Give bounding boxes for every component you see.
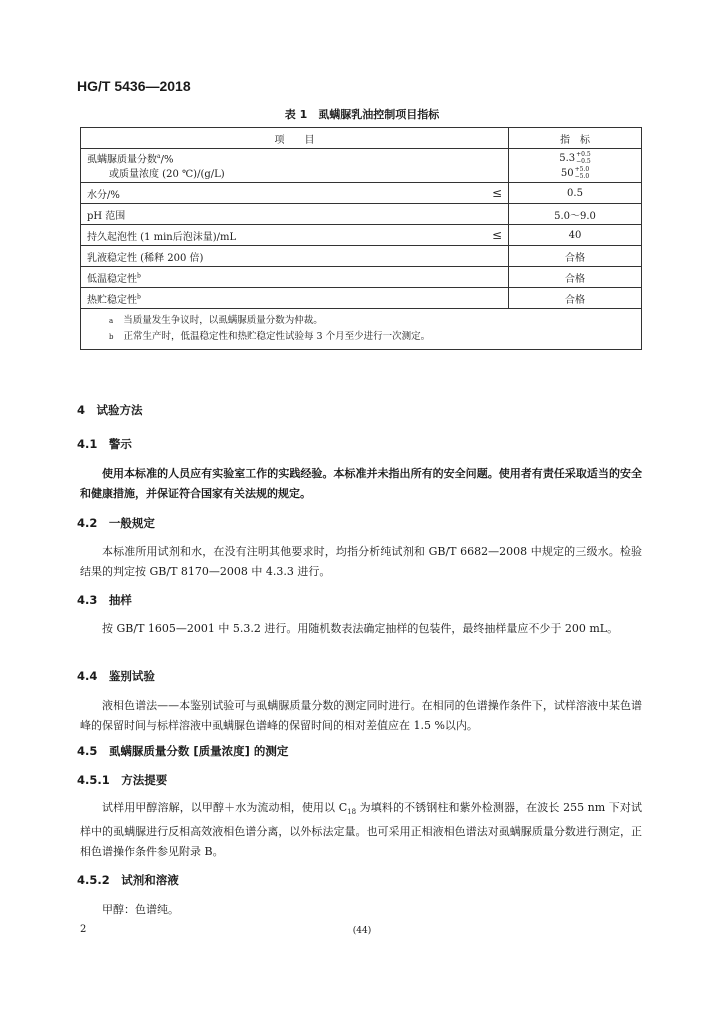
table-note: $^a$ 当质量发生争议时，以虱螨脲质量分数为仲裁。 (109, 315, 323, 327)
table-row (81, 204, 642, 225)
item-cell: pH 范围 (81, 204, 509, 225)
spec-table (80, 127, 642, 350)
table-row (81, 246, 642, 267)
table-row (81, 225, 642, 246)
table-row (81, 288, 642, 309)
table-notes (81, 309, 642, 350)
section-heading: 4.2 一般规定 (77, 516, 155, 530)
value-cell: 合格 (509, 267, 642, 288)
value-cell: 40 (509, 225, 642, 246)
value-cell: 5.3+0.5 −0.5 50+5.0 −5.0 (509, 149, 642, 183)
paragraph: 使用本标准的人员应有实验室工作的实践经验。本标准并未指出所有的安全问题。使用者有责任采取适当的安全和健康措施，并保证符合国家有关法规的规定。 (80, 467, 642, 500)
value-cell: 合格 (509, 246, 642, 267)
value-cell: 0.5 (509, 183, 642, 204)
paragraph: 试样用甲醇溶解，以甲醇＋水为流动相，使用以 $C_{18}$ 为填料的不锈钢柱和紫外检测器，在波长 255 nm 下对试样中的虱螨脲进行反相高效液相色谱分离，以外标法定量。也可采用正相液相色谱法对虱螨脲质量分数进行测定，正相色谱操作条件参见附录 B。 (80, 801, 642, 859)
table-row (81, 267, 642, 288)
paragraph: 按 GB/T 1605—2001 中 5.3.2 进行。用随机数表法确定抽样的包装件，最终抽样量应不少于 200 mL。 (102, 622, 619, 635)
paragraph: 本标准所用试剂和水，在没有注明其他要求时，均指分析纯试剂和 GB/T 6682—2008 中规定的三级水。检验结果的判定按 GB/T 8170—2008 中 4.3.3 进行。 (80, 545, 642, 578)
table-header-row (81, 128, 642, 149)
section-heading: 4 试验方法 (77, 403, 143, 417)
col-header-index: 指 标 (509, 128, 642, 149)
value-cell: 合格 (509, 288, 642, 309)
paragraph: 甲醇：色谱纯。 (102, 903, 179, 916)
table-caption: 表 1 虱螨脲乳油控制项目指标 (284, 108, 440, 121)
page-code: (44) (352, 926, 372, 936)
item-cell: 水分/% ≤ (81, 183, 509, 204)
col-header-item: 项 目 (81, 128, 509, 149)
table-notes-row (81, 309, 642, 350)
item-cell: 乳液稳定性 (稀释 200 倍) (81, 246, 509, 267)
table-row (81, 183, 642, 204)
paragraph: 液相色谱法——本鉴别试验可与虱螨脲质量分数的测定同时进行。在相同的色谱操作条件下，试样溶液中某色谱峰的保留时间与标样溶液中虱螨脲色谱峰的保留时间的相对差值应在 1.5 %以内。 (80, 699, 642, 732)
section-heading: 4.5.1 方法提要 (77, 773, 168, 787)
section-heading: 4.1 警示 (77, 437, 132, 451)
item-cell: 热贮稳定性$^b$ (81, 288, 509, 309)
section-heading: 4.3 抽样 (77, 593, 132, 607)
section-heading: 4.5.2 试剂和溶液 (77, 873, 179, 887)
table-note: $^b$ 正常生产时，低温稳定性和热贮稳定性试验每 3 个月至少进行一次测定。 (109, 331, 431, 343)
page-number: 2 (80, 924, 87, 935)
value-cell: 5.0～9.0 (509, 204, 642, 225)
section-heading: 4.4 鉴别试验 (77, 669, 155, 683)
item-cell: 虱螨脲质量分数$^a$/% 或质量浓度 (20 ℃)/(g/L) (81, 149, 509, 183)
item-cell: 低温稳定性$^b$ (81, 267, 509, 288)
item-cell: 持久起泡性 (1 min后泡沫量)/mL ≤ (81, 225, 509, 246)
table-row (81, 149, 642, 183)
standard-number-header: HG/T 5436—2018 (77, 78, 191, 94)
section-heading: 4.5 虱螨脲质量分数 [质量浓度] 的测定 (77, 744, 289, 758)
